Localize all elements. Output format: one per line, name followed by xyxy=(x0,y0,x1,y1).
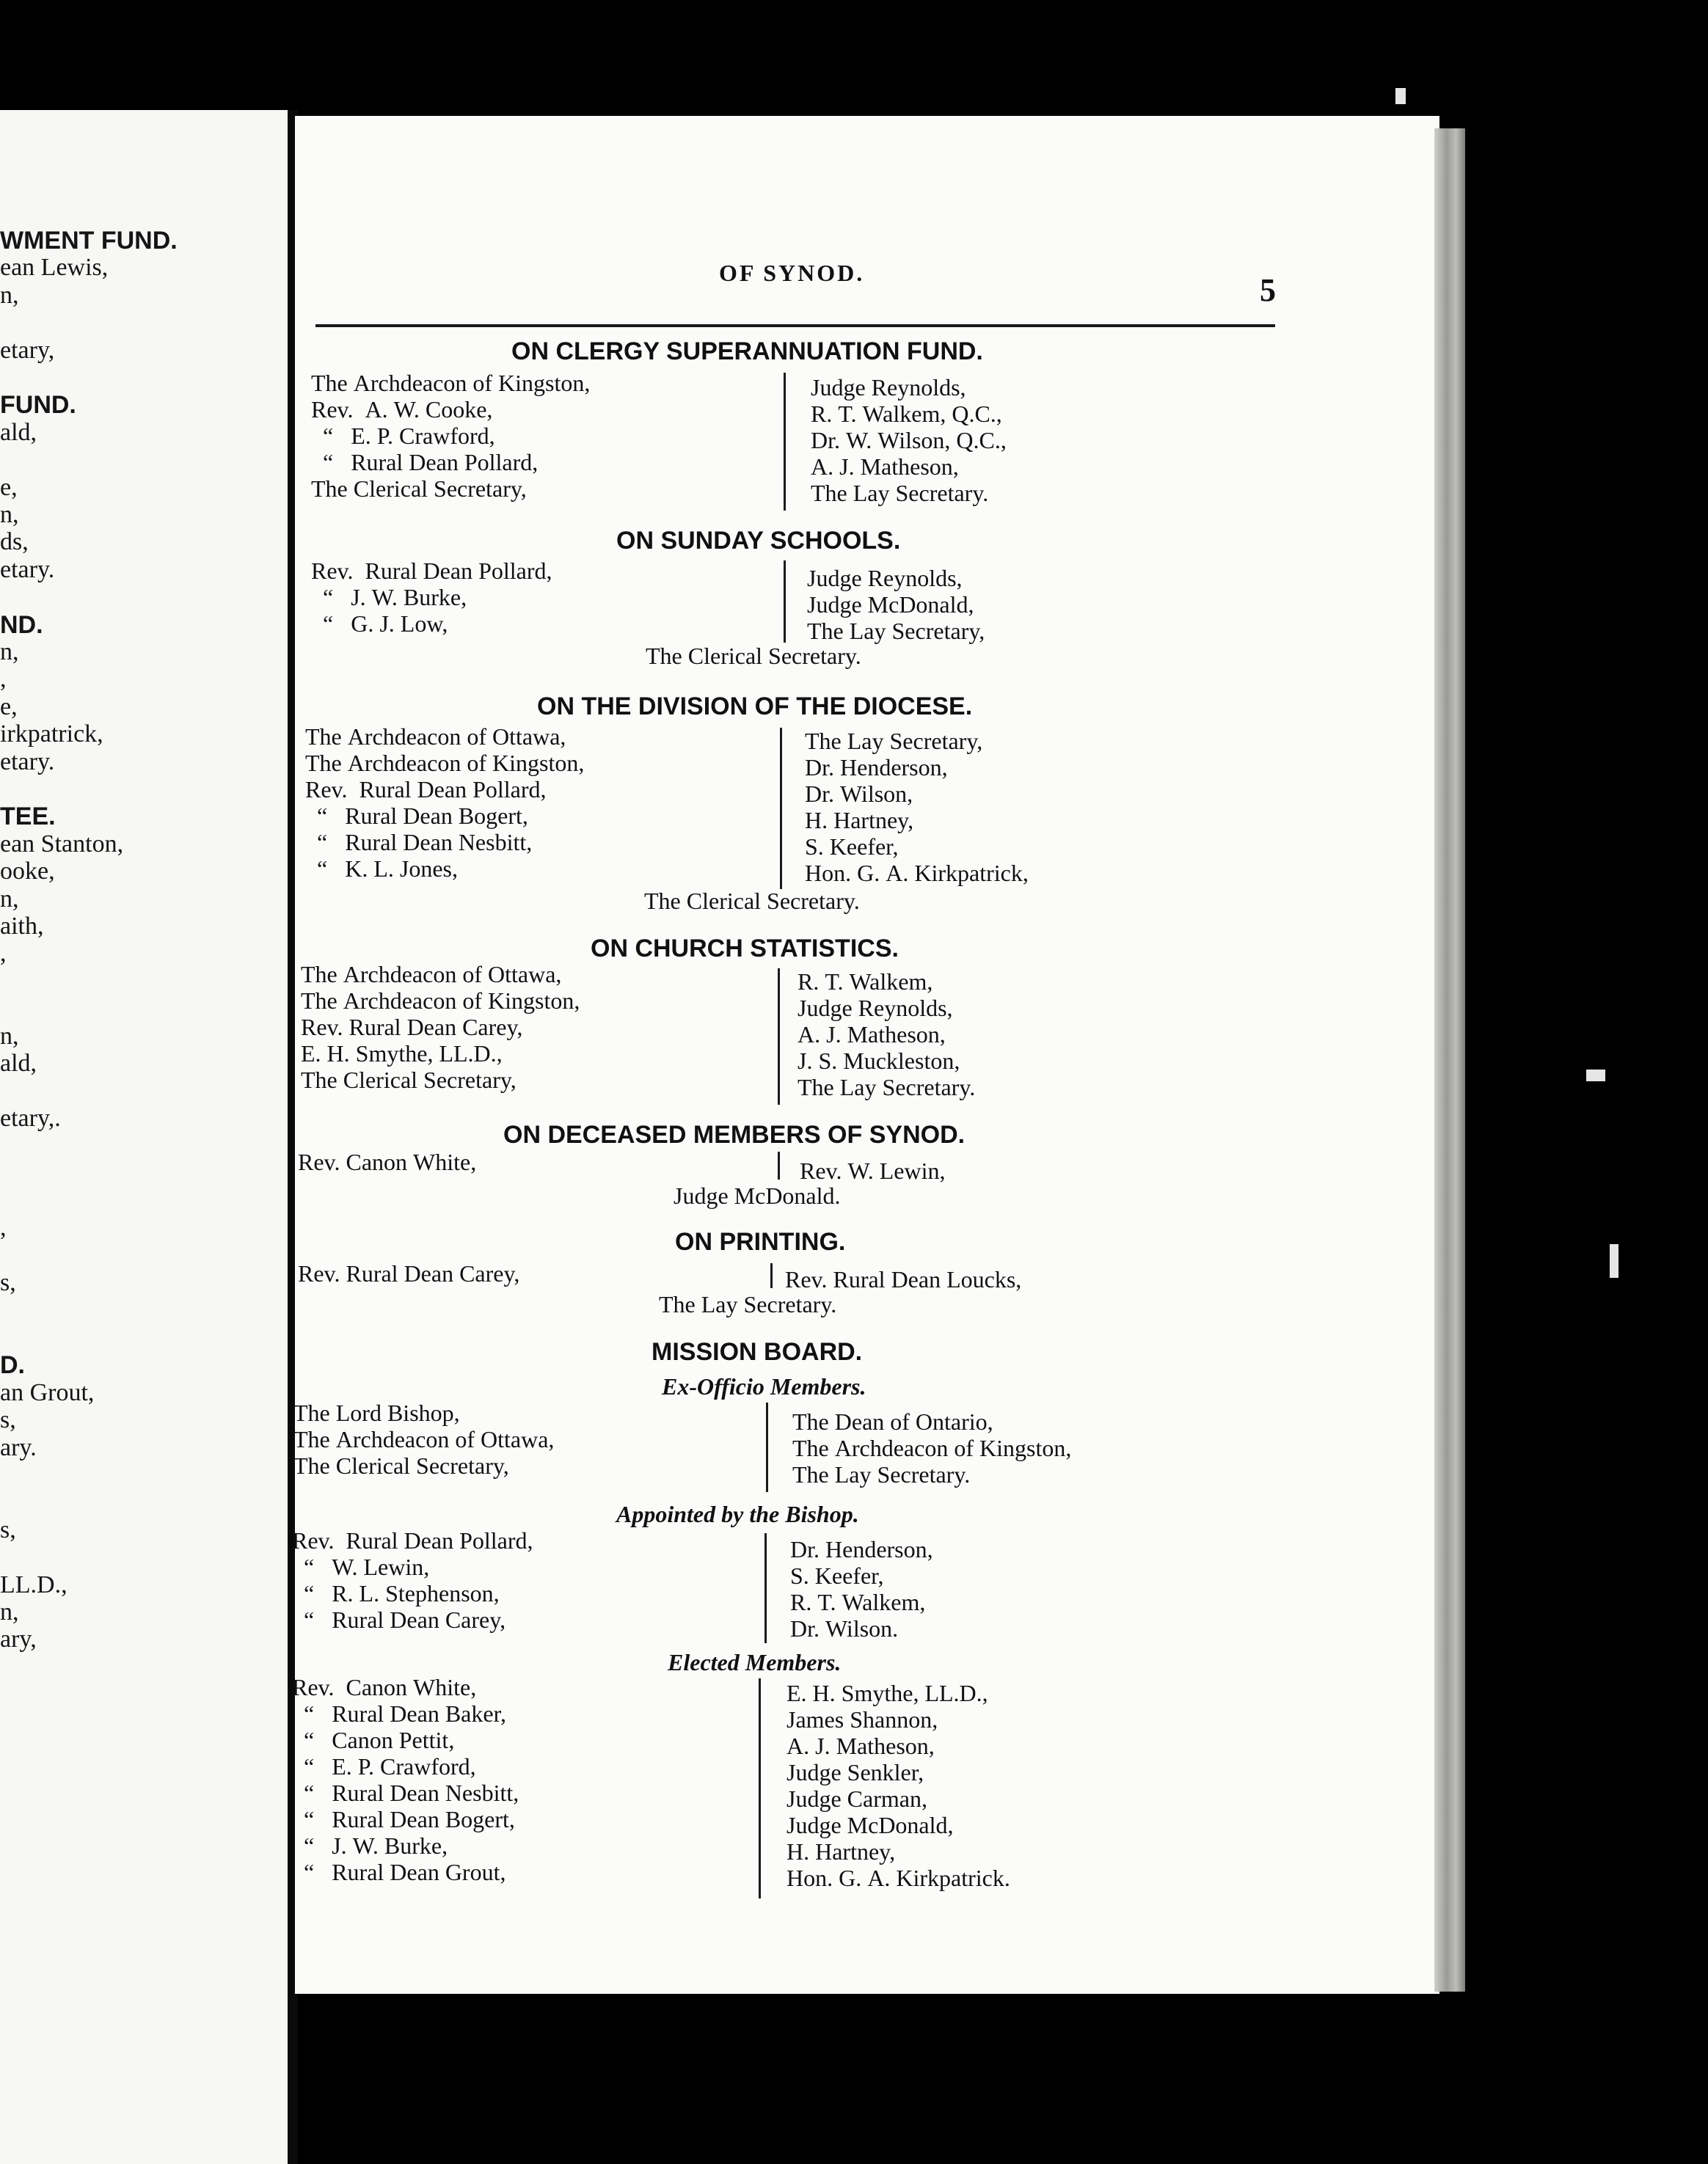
name-entry: The Archdeacon of Kingston, xyxy=(301,987,580,1014)
name-entry: Dr. Henderson, xyxy=(790,1536,933,1562)
section-title-deceased: ON DECEASED MEMBERS OF SYNOD. xyxy=(503,1121,966,1149)
name-entry: “ Rural Dean Nesbitt, xyxy=(305,829,533,855)
column-divider xyxy=(784,373,786,511)
name-entry: R. T. Walkem, xyxy=(790,1589,926,1615)
column-divider xyxy=(778,1152,780,1180)
facing-page-line: LL.D., xyxy=(0,1571,67,1598)
statistics-right-list xyxy=(798,968,975,1100)
facing-page-heading: WMENT FUND. xyxy=(0,227,178,255)
facing-page-line: ary. xyxy=(0,1433,37,1461)
facing-page-line: aith, xyxy=(0,913,44,940)
ex-officio-right-list xyxy=(792,1408,1071,1488)
name-entry: H. Hartney, xyxy=(787,1838,896,1865)
facing-page-line: s, xyxy=(0,1406,16,1434)
facing-page-heading: FUND. xyxy=(0,391,76,420)
appointed-right-list xyxy=(790,1536,933,1642)
facing-page-line: n, xyxy=(0,1598,19,1626)
division-footer: The Clerical Secretary. xyxy=(644,888,860,914)
scan-speck xyxy=(1610,1244,1618,1278)
name-entry: The Archdeacon of Ottawa, xyxy=(293,1426,555,1452)
facing-page-line: , xyxy=(0,940,7,968)
name-entry: E. H. Smythe, LL.D., xyxy=(301,1040,503,1067)
printing-footer: The Lay Secretary. xyxy=(659,1291,837,1317)
name-entry: “ E. P. Crawford, xyxy=(292,1753,476,1780)
name-entry: The Archdeacon of Ottawa, xyxy=(301,961,562,987)
facing-page-line: , xyxy=(0,665,7,693)
name-entry: Rev. A. W. Cooke, xyxy=(311,396,493,423)
facing-page-line: n, xyxy=(0,638,19,665)
name-entry: “ W. Lewin, xyxy=(292,1554,430,1580)
name-entry: The Archdeacon of Ottawa, xyxy=(305,723,566,750)
printing-left-list xyxy=(298,1260,519,1287)
facing-page-line: n, xyxy=(0,281,19,309)
name-entry: “ J. W. Burke, xyxy=(311,584,467,610)
name-entry: The Lord Bishop, xyxy=(293,1400,460,1426)
name-entry: James Shannon, xyxy=(787,1706,938,1733)
scan-speck xyxy=(1395,88,1406,104)
name-entry: “ G. J. Low, xyxy=(311,610,448,637)
facing-page-line: ds, xyxy=(0,528,29,556)
section-title-mission-board: MISSION BOARD. xyxy=(652,1338,863,1366)
facing-page-line: e, xyxy=(0,692,18,720)
facing-page-line: s, xyxy=(0,1269,16,1297)
name-entry: “ R. L. Stephenson, xyxy=(292,1580,500,1606)
name-entry: “ Rural Dean Pollard, xyxy=(311,449,539,475)
name-entry: The Clerical Secretary, xyxy=(301,1067,517,1093)
section-title-printing: ON PRINTING. xyxy=(675,1228,846,1256)
name-entry: Rev. Canon White, xyxy=(298,1149,477,1175)
facing-page-line: e, xyxy=(0,473,18,501)
name-entry: Rev. W. Lewin, xyxy=(800,1158,946,1184)
name-entry: Rev. Rural Dean Carey, xyxy=(301,1014,523,1040)
name-entry: R. T. Walkem, xyxy=(798,968,933,995)
facing-page-line: etary,. xyxy=(0,1104,61,1132)
name-entry: The Lay Secretary, xyxy=(807,618,985,644)
name-entry: Judge McDonald, xyxy=(807,591,974,618)
name-entry: Rev. Rural Dean Carey, xyxy=(298,1260,520,1287)
name-entry: Judge Carman, xyxy=(787,1785,927,1812)
name-entry: The Lay Secretary. xyxy=(792,1461,971,1488)
column-divider xyxy=(764,1533,767,1643)
name-entry: Dr. Wilson, xyxy=(805,781,913,807)
deceased-footer: Judge McDonald. xyxy=(674,1182,841,1209)
name-entry: Dr. Wilson. xyxy=(790,1615,899,1642)
appointed-left-list xyxy=(292,1527,533,1633)
name-entry: The Archdeacon of Kingston, xyxy=(311,370,591,396)
deceased-right-list xyxy=(800,1158,945,1184)
sunday-schools-left-list xyxy=(311,558,552,637)
name-entry: J. S. Muckleston, xyxy=(798,1048,960,1074)
name-entry: A. J. Matheson, xyxy=(811,453,959,480)
running-head: OF SYNOD. xyxy=(719,260,865,286)
section-title-division: ON THE DIVISION OF THE DIOCESE. xyxy=(537,692,973,720)
elected-right-list xyxy=(787,1680,1010,1891)
division-left-list xyxy=(305,723,584,882)
column-divider xyxy=(778,968,780,1105)
name-entry: “ Rural Dean Bogert, xyxy=(305,803,528,829)
name-entry: Rev. Rural Dean Pollard, xyxy=(305,776,547,803)
name-entry: The Lay Secretary. xyxy=(811,480,989,506)
name-entry: “ J. W. Burke, xyxy=(292,1832,448,1859)
facing-page-line: etary. xyxy=(0,747,55,775)
page-edge xyxy=(1434,128,1465,1992)
elected-left-list xyxy=(292,1674,519,1885)
name-entry: Dr. Henderson, xyxy=(805,754,948,781)
name-entry: A. J. Matheson, xyxy=(787,1733,935,1759)
ex-officio-left-list xyxy=(293,1400,554,1479)
section-title-superannuation: ON CLERGY SUPERANNUATION FUND. xyxy=(511,337,983,365)
facing-page-line: s, xyxy=(0,1516,16,1543)
facing-page-line: , xyxy=(0,1214,7,1242)
facing-page-line: ald, xyxy=(0,418,37,446)
name-entry: The Lay Secretary, xyxy=(805,728,983,754)
section-title-sunday-schools: ON SUNDAY SCHOOLS. xyxy=(616,527,901,555)
name-entry: Judge Reynolds, xyxy=(811,374,966,401)
name-entry: Dr. W. Wilson, Q.C., xyxy=(811,427,1007,453)
column-divider xyxy=(784,560,786,643)
facing-page-line: ary, xyxy=(0,1626,37,1653)
printing-right-list xyxy=(785,1266,1021,1293)
statistics-left-list xyxy=(301,961,580,1093)
header-rule xyxy=(315,324,1275,327)
name-entry: Judge Reynolds, xyxy=(807,565,963,591)
name-entry: “ Rural Dean Carey, xyxy=(292,1606,506,1633)
name-entry: Rev. Rural Dean Loucks, xyxy=(785,1266,1022,1293)
name-entry: E. H. Smythe, LL.D., xyxy=(787,1680,988,1706)
facing-page-line: an Grout, xyxy=(0,1378,95,1406)
name-entry: “ Rural Dean Baker, xyxy=(292,1700,506,1727)
column-divider xyxy=(770,1263,773,1288)
sunday-schools-right-list xyxy=(807,565,985,644)
column-divider xyxy=(759,1678,761,1898)
name-entry: The Clerical Secretary, xyxy=(293,1452,509,1479)
facing-page-line: ean Lewis, xyxy=(0,254,109,282)
deceased-left-list xyxy=(298,1149,476,1175)
facing-page-line: n, xyxy=(0,1022,19,1050)
name-entry: The Archdeacon of Kingston, xyxy=(305,750,585,776)
name-entry: “ Rural Dean Bogert, xyxy=(292,1806,515,1832)
name-entry: “ Canon Pettit, xyxy=(292,1727,455,1753)
facing-page-line: ald, xyxy=(0,1050,37,1077)
column-divider xyxy=(766,1403,768,1492)
appointed-subtitle: Appointed by the Bishop. xyxy=(616,1501,859,1527)
name-entry: Hon. G. A. Kirkpatrick. xyxy=(787,1865,1010,1891)
name-entry: Rev. Canon White, xyxy=(292,1674,477,1700)
name-entry: R. T. Walkem, Q.C., xyxy=(811,401,1002,427)
elected-subtitle: Elected Members. xyxy=(668,1649,842,1675)
page-number: 5 xyxy=(1260,272,1276,308)
name-entry: The Archdeacon of Kingston, xyxy=(792,1435,1072,1461)
division-right-list xyxy=(805,728,1029,886)
sunday-schools-footer: The Clerical Secretary. xyxy=(646,643,861,669)
name-entry: S. Keefer, xyxy=(805,833,899,860)
name-entry: A. J. Matheson, xyxy=(798,1021,946,1048)
scan-speck xyxy=(1586,1070,1605,1081)
facing-page-heading: TEE. xyxy=(0,803,56,831)
facing-page-line: ooke, xyxy=(0,858,55,885)
facing-page-line: n, xyxy=(0,501,19,528)
name-entry: Judge McDonald, xyxy=(787,1812,954,1838)
name-entry: Hon. G. A. Kirkpatrick, xyxy=(805,860,1029,886)
name-entry: Judge Senkler, xyxy=(787,1759,924,1785)
facing-page-heading: ND. xyxy=(0,610,43,639)
name-entry: S. Keefer, xyxy=(790,1562,884,1589)
name-entry: The Dean of Ontario, xyxy=(792,1408,993,1435)
name-entry: The Lay Secretary. xyxy=(798,1074,976,1100)
facing-page-heading: D. xyxy=(0,1351,25,1380)
facing-page xyxy=(0,110,290,2164)
facing-page-line: etary, xyxy=(0,336,55,364)
name-entry: H. Hartney, xyxy=(805,807,914,833)
superannuation-right-list xyxy=(811,374,1007,506)
column-divider xyxy=(780,728,782,889)
name-entry: Rev. Rural Dean Pollard, xyxy=(311,558,552,584)
name-entry: “ K. L. Jones, xyxy=(305,855,458,882)
name-entry: Judge Reynolds, xyxy=(798,995,953,1021)
facing-page-line: etary. xyxy=(0,555,55,583)
facing-page-line: irkpatrick, xyxy=(0,720,103,748)
facing-page-line: ean Stanton, xyxy=(0,830,124,858)
section-title-statistics: ON CHURCH STATISTICS. xyxy=(591,935,899,962)
name-entry: Rev. Rural Dean Pollard, xyxy=(292,1527,533,1554)
name-entry: “ E. P. Crawford, xyxy=(311,423,495,449)
name-entry: “ Rural Dean Nesbitt, xyxy=(292,1780,519,1806)
superannuation-left-list xyxy=(311,370,590,502)
facing-page-line: n, xyxy=(0,885,19,913)
ex-officio-subtitle: Ex-Officio Members. xyxy=(662,1373,866,1400)
name-entry: The Clerical Secretary, xyxy=(311,475,527,502)
name-entry: “ Rural Dean Grout, xyxy=(292,1859,506,1885)
